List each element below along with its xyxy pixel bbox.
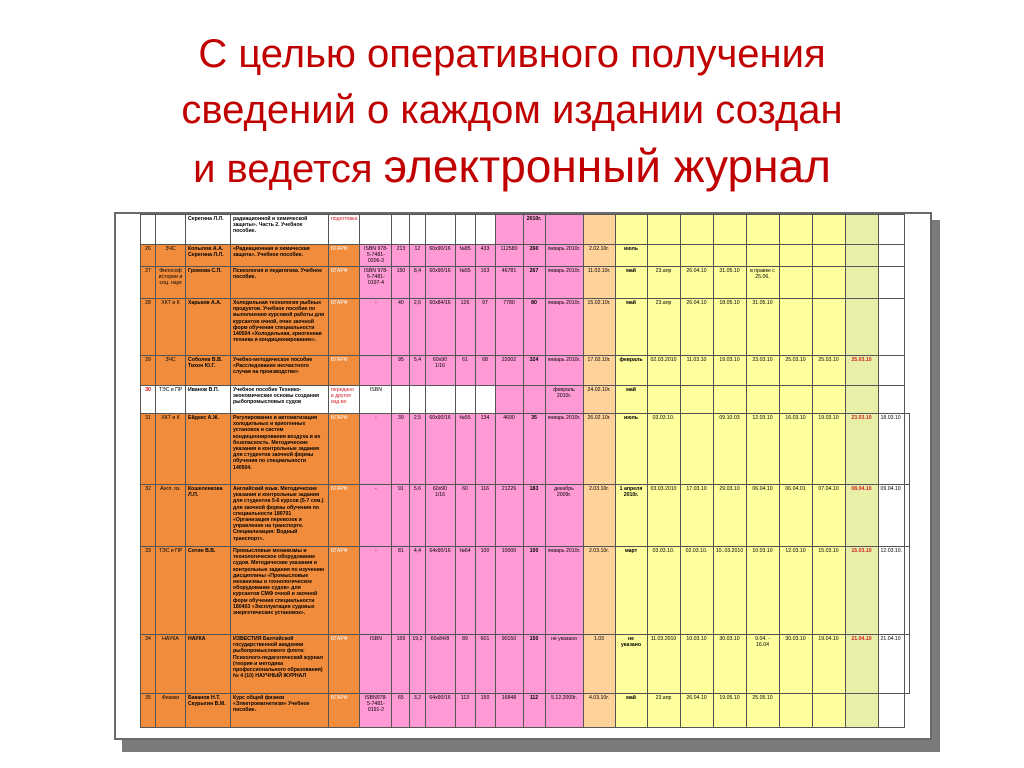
table-cell: ТЭС и ПР — [156, 386, 186, 414]
table-cell: 26.04.10 — [680, 299, 713, 356]
table-cell-empty — [905, 414, 910, 485]
table-cell: январь 2010г. — [545, 414, 583, 485]
table-cell: БГАРФ — [329, 547, 360, 635]
table-cell: 30 — [141, 386, 156, 414]
journal-body — [141, 215, 910, 728]
table-cell — [647, 386, 680, 414]
table-cell: 4690 — [495, 414, 523, 485]
table-cell: январь 2010г. — [545, 356, 583, 386]
table-cell: май — [615, 299, 647, 356]
table-row — [141, 356, 910, 386]
table-cell — [680, 215, 713, 245]
table-cell-empty — [878, 694, 905, 728]
table-cell: 2,6 — [410, 299, 425, 356]
table-cell — [746, 245, 779, 267]
table-cell-empty — [905, 485, 910, 547]
table-cell: 68 — [475, 356, 495, 386]
table-cell: ISBN 978-5-7481-0206-3 — [360, 245, 392, 267]
table-cell — [680, 386, 713, 414]
table-cell: 5.12.2009г. — [545, 694, 583, 728]
table-row — [141, 547, 910, 635]
table-cell — [845, 215, 878, 245]
table-cell: 02.03.10. — [680, 547, 713, 635]
table-cell: 26.02.10г. — [583, 414, 615, 485]
table-cell: №85 — [455, 245, 475, 267]
table-cell: 64х90/16 — [425, 547, 455, 635]
table-cell: 35 — [141, 694, 156, 728]
table-cell: №55 — [455, 414, 475, 485]
table-cell — [141, 215, 156, 245]
table-cell: Учебное пособие Технико-экономические основы создания рыбопромысловых судов — [231, 386, 329, 414]
table-cell: №64 — [455, 547, 475, 635]
table-cell — [583, 215, 615, 245]
slide-title — [0, 26, 1024, 197]
table-cell: 10000 — [495, 547, 523, 635]
table-cell: 19.05.10 — [713, 694, 746, 728]
table-cell: 5,4 — [410, 356, 425, 386]
table-cell: 60х90 1/16 — [425, 356, 455, 386]
table-row — [141, 485, 910, 547]
table-cell — [779, 694, 812, 728]
table-cell — [812, 245, 845, 267]
table-cell: 03.03.10. — [647, 547, 680, 635]
journal-frame — [114, 212, 932, 740]
table-cell: 267 — [523, 267, 545, 299]
table-cell: 7780 — [495, 299, 523, 356]
table-cell: ХКТ и К — [156, 414, 186, 485]
table-cell: 2.03.10г. — [583, 485, 615, 547]
table-cell: Англ. яз. — [156, 485, 186, 547]
table-cell: 18.05.10 — [713, 299, 746, 356]
title-line-1: С целью оперативного получения — [198, 32, 826, 76]
table-cell: 25.03.10 — [845, 356, 878, 386]
table-cell: 112580 — [495, 245, 523, 267]
table-cell — [779, 245, 812, 267]
table-cell — [410, 215, 425, 245]
table-cell: 19.04.10 — [812, 635, 845, 694]
table-cell: 90150 — [495, 635, 523, 694]
table-cell: 601 — [475, 635, 495, 694]
table-cell: 09.04.10 — [878, 485, 905, 547]
table-cell: 16848 — [495, 694, 523, 728]
table-cell: ЗЧС — [156, 245, 186, 267]
table-cell: 2.03.10г. — [583, 547, 615, 635]
table-cell — [779, 299, 812, 356]
table-cell: 100 — [475, 547, 495, 635]
table-cell: июль — [615, 245, 647, 267]
table-cell: БГАРФ — [329, 356, 360, 386]
table-cell: 23.03.10 — [746, 356, 779, 386]
table-cell: май — [615, 386, 647, 414]
table-cell: 06.04.10 — [746, 485, 779, 547]
table-cell: 34 — [141, 635, 156, 694]
table-cell: 65 — [392, 694, 410, 728]
table-cell: 95 — [392, 356, 410, 386]
table-cell — [410, 386, 425, 414]
table-cell: 21.04.10 — [845, 635, 878, 694]
table-cell: 134 — [475, 414, 495, 485]
table-cell: ISBN978-5-7481-0191-2 — [360, 694, 392, 728]
table-cell: 324 — [523, 356, 545, 386]
table-cell: 03.03.2010 — [647, 485, 680, 547]
table-cell-empty — [878, 356, 905, 386]
table-cell: март — [615, 547, 647, 635]
table-cell: 10.03.10 — [746, 547, 779, 635]
table-cell: 183 — [523, 485, 545, 547]
table-cell: Сотин В.В. — [186, 547, 231, 635]
table-cell: 169 — [392, 635, 410, 694]
table-cell: 12.03.10 — [779, 547, 812, 635]
table-cell — [779, 215, 812, 245]
table-cell: 46781 — [495, 267, 523, 299]
table-cell: Соболев В.В. Тихон Ю.Г. — [186, 356, 231, 386]
table-cell: Иванов В.П. — [186, 386, 231, 414]
table-cell — [392, 215, 410, 245]
table-cell: 29.03.10 — [713, 485, 746, 547]
table-cell-empty — [905, 547, 910, 635]
table-cell: 06.04.01 — [779, 485, 812, 547]
table-cell: ХКТ и К — [156, 299, 186, 356]
table-cell: - — [360, 299, 392, 356]
table-cell: Холодильная технология рыбных продуктов. Учебное пособие по выполнению курсовой работы для курсантов очной, очно заочной форм обучения специальности 140504 «Холодильная, криогенная техника и кондиционирование». — [231, 299, 329, 356]
table-row — [141, 694, 910, 728]
table-row — [141, 414, 910, 485]
table-cell: май — [615, 694, 647, 728]
table-cell: в правке с 25.06. — [746, 267, 779, 299]
table-cell — [392, 386, 410, 414]
table-cell: февраль — [615, 356, 647, 386]
table-cell — [812, 267, 845, 299]
table-cell — [475, 386, 495, 414]
table-cell: июль — [615, 414, 647, 485]
table-cell: 19.03.10 — [812, 414, 845, 485]
table-cell: Учебно-методическое пособие «Расследование несчастного случая на производстве» — [231, 356, 329, 386]
table-cell: БГАРФ — [329, 267, 360, 299]
table-cell: 2010г. — [523, 215, 545, 245]
table-cell: 60х90 1/16 — [425, 485, 455, 547]
table-cell — [156, 215, 186, 245]
table-cell: 260 — [523, 245, 545, 267]
table-cell — [615, 215, 647, 245]
table-cell-empty — [878, 299, 905, 356]
table-cell — [746, 386, 779, 414]
journal-table — [140, 214, 910, 728]
table-cell: 26 — [141, 245, 156, 267]
table-cell: - — [360, 547, 392, 635]
table-cell: Серегина Л.Л. — [186, 215, 231, 245]
table-cell: январь 2010г. — [545, 267, 583, 299]
table-cell: 30.03.10 — [779, 635, 812, 694]
title-line-2: сведений о каждом издании создан — [181, 88, 843, 132]
table-cell: ТЭС и ПР — [156, 547, 186, 635]
table-cell — [746, 215, 779, 245]
table-cell — [360, 215, 392, 245]
table-cell: 40 — [392, 299, 410, 356]
table-cell: 31 — [141, 414, 156, 485]
table-cell: 30.03.10 — [713, 635, 746, 694]
table-cell-empty — [878, 386, 905, 414]
title-line-3b: электронный журнал — [383, 140, 831, 192]
table-cell: 23.апр — [647, 694, 680, 728]
table-cell: 433 — [475, 245, 495, 267]
table-cell: Английский язык. Методические указания и контрольные задания для студентов 5-6 курсов (5-7 сем.) для заочной формы обучения по специальности 180701 «Организация перевозок и управление на транспорте. Специализация: Водный транспорт». — [231, 485, 329, 547]
table-cell: Физики — [156, 694, 186, 728]
table-cell: 18.03.10 — [878, 414, 905, 485]
table-cell: Копылов А.А. Серегина Л.Л. — [186, 245, 231, 267]
table-cell: 31.05.10 — [746, 299, 779, 356]
table-cell: Философ истории и соц. наук — [156, 267, 186, 299]
table-cell: январь 2010г. — [545, 547, 583, 635]
table-cell: БГАРФ — [329, 635, 360, 694]
table-cell — [680, 414, 713, 485]
table-cell: №55 — [455, 267, 475, 299]
table-cell: 19.03.10 — [713, 356, 746, 386]
table-cell — [647, 215, 680, 245]
table-cell: Громова С.П. — [186, 267, 231, 299]
table-cell: 97 — [475, 299, 495, 356]
table-cell: 12.03.10. — [878, 547, 905, 635]
table-cell — [360, 356, 392, 386]
table-cell — [495, 215, 523, 245]
table-cell: 19,2 — [410, 635, 425, 694]
table-cell: 213 — [392, 245, 410, 267]
table-cell: январь 2010г. — [545, 299, 583, 356]
title-line-3 — [0, 138, 1024, 197]
table-cell — [845, 694, 878, 728]
table-cell: 21226 — [495, 485, 523, 547]
table-cell: 28 — [141, 299, 156, 356]
table-cell: 35 — [523, 414, 545, 485]
table-cell: 3,2 — [410, 694, 425, 728]
table-cell: 113 — [455, 694, 475, 728]
table-cell-empty — [878, 267, 905, 299]
table-cell: 60х84/16 — [425, 299, 455, 356]
table-cell: радиационной и химической защиты». Часть 2. Учебное пособие. — [231, 215, 329, 245]
table-cell: 25.03.10 — [812, 356, 845, 386]
table-cell: 60х84/8 — [425, 635, 455, 694]
table-cell: 2.02.10г. — [583, 245, 615, 267]
table-cell: 60х90/16 — [425, 414, 455, 485]
table-cell — [812, 299, 845, 356]
table-cell: 12 — [410, 245, 425, 267]
table-cell: 64х90/16 — [425, 694, 455, 728]
table-cell: 2,5 — [410, 414, 425, 485]
table-cell: 81 — [392, 547, 410, 635]
table-cell: 29 — [141, 356, 156, 386]
table-cell: 07.04.10 — [812, 485, 845, 547]
table-cell: 1 апреля 2010г. — [615, 485, 647, 547]
table-cell: 32 — [141, 485, 156, 547]
table-cell — [647, 245, 680, 267]
table-cell: 02.03.2010 — [647, 356, 680, 386]
table-row — [141, 267, 910, 299]
table-row — [141, 245, 910, 267]
table-cell: Промысловые механизмы и технологическое оборудование судов. Методические указания и контрольные задания по изучению дисциплины «Промысловые механизмы и технологическое оборудование судов» для курсантов СМФ очной и заочной форм обучения специальности 180403 «Эксплуатация судовых энергетических установок». — [231, 547, 329, 635]
table-cell: 126 — [455, 299, 475, 356]
table-cell — [713, 386, 746, 414]
table-cell: февраль 2010г. — [545, 386, 583, 414]
table-cell — [845, 299, 878, 356]
table-cell: 150 — [523, 635, 545, 694]
table-cell: ISBN — [360, 386, 392, 414]
table-cell: ISBN 978-5-7481-0197-4 — [360, 267, 392, 299]
table-cell: 112 — [523, 694, 545, 728]
table-cell-empty — [878, 215, 905, 245]
table-cell: 33 — [141, 547, 156, 635]
table-cell: ЗЧС — [156, 356, 186, 386]
table-cell: 26.04.10 — [680, 267, 713, 299]
journal-sheet — [140, 214, 910, 728]
table-cell: подготовка — [329, 215, 360, 245]
table-cell: 25.03.10 — [779, 356, 812, 386]
table-cell: 31.05.10 — [713, 267, 746, 299]
table-cell — [425, 215, 455, 245]
table-cell: 16.03.10 — [779, 414, 812, 485]
table-cell: - — [360, 414, 392, 485]
table-cell: 80 — [523, 299, 545, 356]
table-cell — [779, 267, 812, 299]
table-cell: ISBN — [360, 635, 392, 694]
table-cell: 4,4 — [410, 547, 425, 635]
table-cell — [713, 245, 746, 267]
table-cell: БГАРФ — [329, 485, 360, 547]
table-cell: 27 — [141, 267, 156, 299]
table-cell: 150 — [475, 694, 495, 728]
table-cell — [812, 215, 845, 245]
table-cell: НАУКА — [186, 635, 231, 694]
table-cell: Харьков А.А. — [186, 299, 231, 356]
table-cell: 24.02.10г. — [583, 386, 615, 414]
table-cell — [845, 245, 878, 267]
table-cell: Ейдекс А.Ж. — [186, 414, 231, 485]
table-cell: БГАРФ — [329, 299, 360, 356]
table-cell: декабрь 2009г. — [545, 485, 583, 547]
table-cell — [680, 245, 713, 267]
table-cell: январь 2010г. — [545, 245, 583, 267]
table-cell: 22002 — [495, 356, 523, 386]
table-cell: не указано — [545, 635, 583, 694]
table-cell: 60 — [455, 485, 475, 547]
table-cell: 10.03.10 — [680, 635, 713, 694]
table-cell: 23.апр — [647, 299, 680, 356]
table-cell: 25.05.10 — [746, 694, 779, 728]
table-cell: 17.02.10г. — [583, 356, 615, 386]
table-cell: 15.03.10 — [845, 547, 878, 635]
table-cell: 10..03.2010 — [713, 547, 746, 635]
table-cell: 61 — [455, 356, 475, 386]
table-cell — [812, 386, 845, 414]
table-cell: Психология и педагогика. Учебное пособие. — [231, 267, 329, 299]
table-cell: 23.03.10 — [845, 414, 878, 485]
table-cell: Курс общей физики «Электромагнетизм» Учебное пособие. — [231, 694, 329, 728]
table-cell: 03.03.10. — [647, 414, 680, 485]
table-cell: Кошеленкова Л.П. — [186, 485, 231, 547]
table-cell: «Радиационная и химическая защита». Учебное пособие. — [231, 245, 329, 267]
table-cell — [845, 386, 878, 414]
table-cell: 15.02.10г. — [583, 299, 615, 356]
table-cell: 26.04.10 — [680, 694, 713, 728]
table-cell — [495, 386, 523, 414]
table-cell: ИЗВЕСТИЯ Балтийской государственной академии рыбопромыслового флота: Психолого-педагогический журнал (теория и методика профессионального образования) № 4 (10) НАУЧНЫЙ ЖУРНАЛ — [231, 635, 329, 694]
table-cell: БГАРФ — [329, 414, 360, 485]
table-cell — [713, 215, 746, 245]
table-cell — [425, 386, 455, 414]
table-cell: Баканов Н.Т. Скурыгин В.М. — [186, 694, 231, 728]
table-cell: 8,4 — [410, 267, 425, 299]
table-cell: - — [360, 485, 392, 547]
table-cell: 23.апр — [647, 267, 680, 299]
table-cell: 150 — [392, 267, 410, 299]
title-line-3a: и ведется — [193, 147, 373, 191]
table-row — [141, 299, 910, 356]
table-cell: 09.10.03 — [713, 414, 746, 485]
table-row — [141, 386, 910, 414]
table-row — [141, 635, 910, 694]
table-cell: 17.03.10 — [680, 485, 713, 547]
table-cell: 12.03.10 — [746, 414, 779, 485]
table-cell: передано в другое изд-во — [329, 386, 360, 414]
table-cell: 4.03.10г. — [583, 694, 615, 728]
table-cell: не указано — [615, 635, 647, 694]
table-cell: НАУКА — [156, 635, 186, 694]
table-cell: 60х90/16 — [425, 267, 455, 299]
table-cell: 100 — [523, 547, 545, 635]
table-cell: Регулирование и автоматизация холодильных и криогенных установок и систем кондиционирования воздуха и их безопасность. Методические указания и контрольные задания для студентов заочной формы обучения по специальности 140504. — [231, 414, 329, 485]
table-cell: 1.03 — [583, 635, 615, 694]
table-cell: 11.03.10 — [680, 356, 713, 386]
table-cell: 21.04.10 — [878, 635, 905, 694]
table-row — [141, 215, 910, 245]
table-cell-empty — [905, 635, 910, 694]
table-cell: 11.03.2010 — [647, 635, 680, 694]
table-cell: 5,6 — [410, 485, 425, 547]
table-cell — [523, 386, 545, 414]
table-cell — [455, 215, 475, 245]
table-cell: 89 — [455, 635, 475, 694]
table-cell: 9.04. - 16.04 — [746, 635, 779, 694]
table-cell: 08.04.10 — [845, 485, 878, 547]
table-cell: май — [615, 267, 647, 299]
table-cell: 11.02.10г. — [583, 267, 615, 299]
table-cell — [845, 267, 878, 299]
table-cell: 39 — [392, 414, 410, 485]
table-cell: 60х90/16 — [425, 245, 455, 267]
table-cell: БГАРФ — [329, 694, 360, 728]
table-cell: 91 — [392, 485, 410, 547]
table-cell — [545, 215, 583, 245]
table-cell-empty — [878, 245, 905, 267]
table-cell: 15.03.10 — [812, 547, 845, 635]
table-cell: 116 — [475, 485, 495, 547]
table-cell: БГАРФ — [329, 245, 360, 267]
table-cell — [475, 215, 495, 245]
table-cell — [779, 386, 812, 414]
table-cell — [455, 386, 475, 414]
table-cell — [812, 694, 845, 728]
table-cell: 163 — [475, 267, 495, 299]
